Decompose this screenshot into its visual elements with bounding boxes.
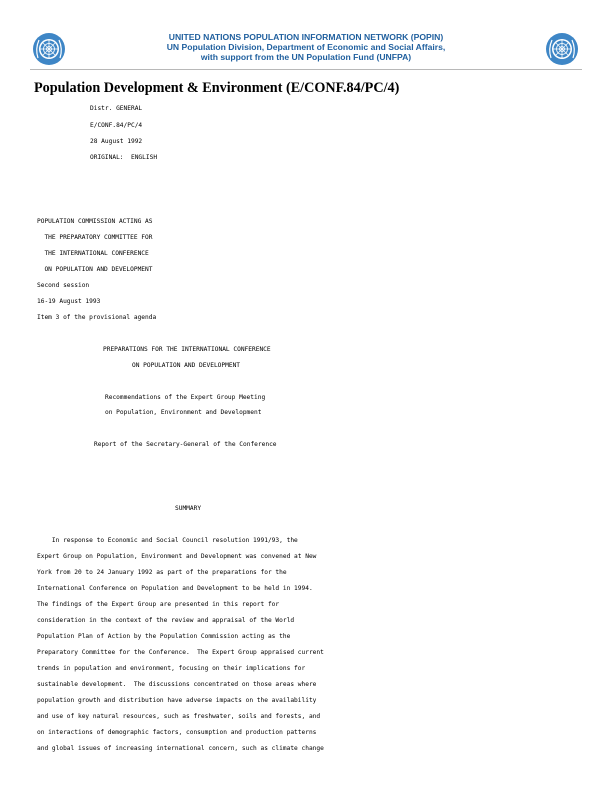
- header-line-2: UN Population Division, Department of Economic and Social Affairs,: [166, 42, 446, 52]
- commission-line-4: ON POPULATION AND DEVELOPMENT: [37, 266, 153, 273]
- summary-line: Population Plan of Action by the Population Commission acting as the: [37, 633, 291, 640]
- summary-heading: SUMMARY: [175, 505, 202, 512]
- session-line: Second session: [37, 282, 90, 289]
- recommendations-line-2: on Population, Environment and Development: [105, 409, 262, 416]
- summary-line: The findings of the Expert Group are presented in this report for: [37, 601, 280, 608]
- summary-line: sustainable development. The discussions concentrated on those areas where: [37, 681, 317, 688]
- commission-line-1: POPULATION COMMISSION ACTING AS: [37, 218, 153, 225]
- report-line: Report of the Secretary-General of the Conference: [94, 441, 277, 448]
- prep-title-line-1: PREPARATIONS FOR THE INTERNATIONAL CONFERENCE: [103, 346, 271, 353]
- prep-title-line-2: ON POPULATION AND DEVELOPMENT: [132, 362, 241, 369]
- agenda-item-line: Item 3 of the provisional agenda: [37, 314, 157, 321]
- summary-line: and use of key natural resources, such as freshwater, soils and forests, and: [37, 713, 321, 720]
- original-line: ORIGINAL: ENGLISH: [90, 154, 158, 161]
- summary-line: and global issues of increasing international concern, such as climate change: [37, 745, 324, 752]
- summary-line: In response to Economic and Social Council resolution 1991/93, the: [37, 537, 298, 544]
- summary-line: population growth and distribution have adverse impacts on the availability: [37, 697, 317, 704]
- summary-line: consideration in the context of the review and appraisal of the World: [37, 617, 295, 624]
- header-line-3: with support from the UN Population Fund (UNFPA): [200, 52, 412, 62]
- date-line: 28 August 1992: [90, 138, 143, 145]
- summary-line: trends in population and environment, focusing on their implications for: [37, 665, 306, 672]
- page-title: Population Development & Environment (E/CONF.84/PC/4): [34, 80, 400, 96]
- dates-line: 16-19 August 1993: [37, 298, 101, 305]
- commission-line-2: THE PREPARATORY COMMITTEE FOR: [37, 234, 153, 241]
- summary-line: York from 20 to 24 January 1992 as part of the preparations for the: [37, 569, 287, 576]
- recommendations-line-1: Recommendations of the Expert Group Meeting: [105, 394, 266, 401]
- header-line-1: UNITED NATIONS POPULATION INFORMATION NETWORK (POPIN): [168, 32, 444, 42]
- popin-header: [0, 32, 612, 62]
- commission-line-3: THE INTERNATIONAL CONFERENCE: [37, 250, 149, 257]
- summary-line: Expert Group on Population, Environment and Development was convened at New: [37, 553, 317, 560]
- distr-line: Distr. GENERAL: [90, 105, 143, 112]
- symbol-line: E/CONF.84/PC/4: [90, 122, 143, 129]
- header-divider: [30, 69, 582, 70]
- summary-line: on interactions of demographic factors, consumption and production patterns: [37, 729, 317, 736]
- summary-line: International Conference on Population and Development to be held in 1994.: [37, 585, 313, 592]
- summary-line: Preparatory Committee for the Conference. The Expert Group appraised current: [37, 649, 324, 656]
